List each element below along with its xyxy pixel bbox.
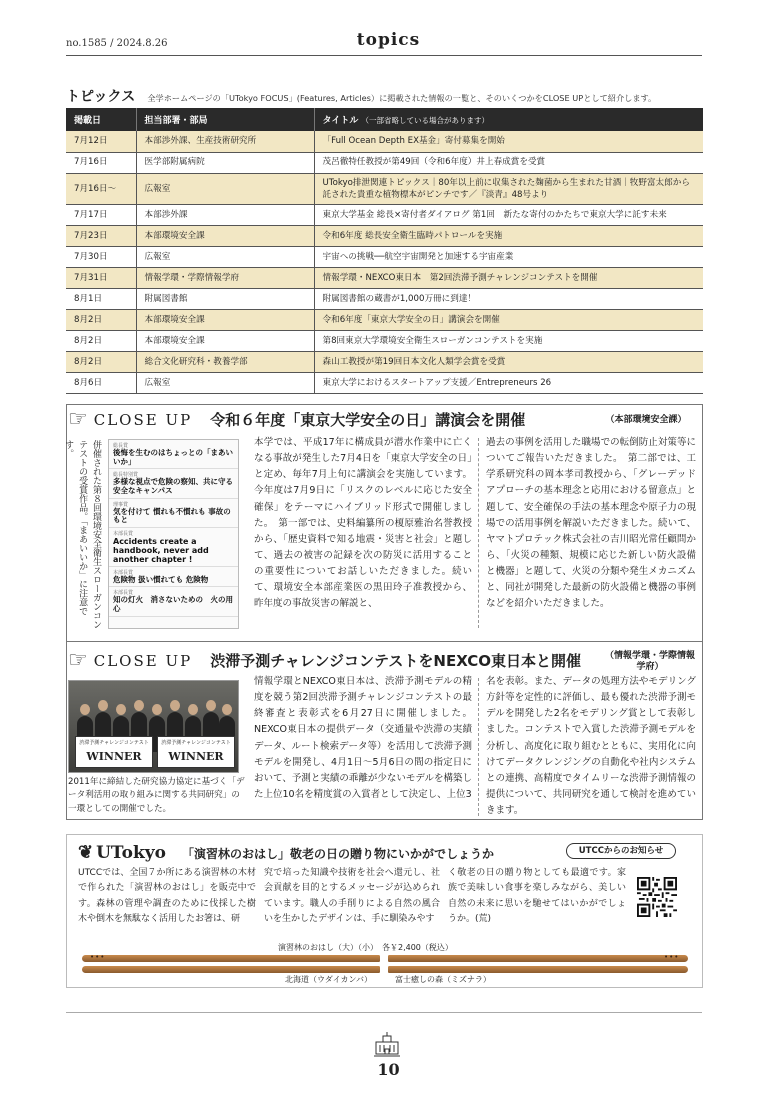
cell-title: 東京大学におけるスタートアップ支援／Entrepreneurs 26 (314, 372, 703, 393)
ginkgo-logo-icon: ❦ (78, 842, 94, 863)
cell-dept: 情報学環・学際情報学府 (136, 267, 314, 288)
cell-date: 8月2日 (66, 351, 136, 372)
closeup1-caption: 併催された第８回環境安全衛生スローガンコンテストの受賞作品。「まあいいか」に注意です。 (63, 440, 101, 629)
closeup1-heading (68, 407, 525, 432)
slogan-award: 総長特別賞 (113, 472, 139, 479)
topics-description: 全学ホームページの「UTokyo FOCUS」(Features, Articles）に掲載された情報の一覧と、そのいくつかをCLOSE UPとして紹介します。 (147, 93, 657, 103)
slogan-entry (109, 587, 238, 616)
cell-title: 附属図書館の蔵書が1,000万冊に到達！ (314, 288, 703, 309)
cell-title: 「Full Ocean Depth EX基金」寄付募集を開始 (314, 131, 703, 152)
table-row (66, 267, 703, 288)
chopstick-right-1 (388, 955, 688, 962)
cell-dept: 本部環境安全課 (136, 309, 314, 330)
slogan-award: 総長賞 (113, 443, 129, 449)
closeup1-column2: 過去の事例を活用した職場での転倒防止対策等についてご報告いただきました。 第二部では、工学系研究科の岡本孝司教授から、「グレーデッドアプローチの基本理念と応用における留意点」と題して、安全確保の手法の基本理念や原子力の現場での活用事例を解説いただきました。続いて、ヤマトプロテック株式会社の吉川昭光常任顧問から、「火災の種類、規模に応じた新しい防火設備と機器」と題して、火災の分類や発生メカニズムと、同社が開発した最新の防火設備と機器の事例などを紹介いただきました。 (486, 437, 696, 610)
page-number: 10 (377, 1060, 400, 1079)
col-header-dept: 担当部署・部局 (136, 108, 314, 131)
cell-title: 第8回東京大学環境安全衛生スローガンコンテストを実施 (314, 330, 703, 351)
closeup1-title: 令和６年度「東京大学安全の日」講演会を開催 (210, 411, 526, 429)
table-row (66, 288, 703, 309)
table-row (66, 372, 703, 393)
closeup2-heading (68, 648, 581, 673)
cell-title: 東京大学基金 総長×寄付者ダイアログ 第1回 新たな寄付のかたちで東京大学に託す未来 (314, 204, 703, 225)
table-row (66, 204, 703, 225)
slogan-entry (109, 528, 238, 567)
yasuda-hall-icon (372, 1030, 402, 1058)
product-price: 演習林のおはし（大）（小） 各￥2,400（税込） (278, 943, 453, 952)
right-chopstick-label: 富士癒しの森（ミズナラ） (395, 975, 491, 984)
cell-date: 7月16日 (66, 152, 136, 173)
topics-table (66, 108, 703, 394)
cell-dept: 広報室 (136, 173, 314, 204)
utokyo-logo: ❦ UTokyo (78, 842, 166, 863)
table-row (66, 173, 703, 204)
cell-dept: 本部環境安全課 (136, 330, 314, 351)
qr-code-icon[interactable] (637, 877, 677, 917)
cell-date: 7月12日 (66, 131, 136, 152)
topics-table-body (66, 131, 703, 393)
utcc-column1: UTCCでは、全国７か所にある演習林の木材で作られた「演習林のおはし」を販売中です。森林の管理や調査のために伐採した樹木や倒木を無駄なく活用したお箸は、研 (78, 868, 256, 924)
page-section-title: topics (356, 30, 421, 50)
closeup2-title: 渋滞予測チャレンジコンテストをNEXCO東日本と開催 (210, 652, 581, 670)
cell-dept: 本部渉外課、生産技術研究所 (136, 131, 314, 152)
winner-board-right: 渋滞予測チャレンジコンテスト WINNER (157, 736, 235, 768)
table-row (66, 351, 703, 372)
topics-heading (66, 86, 656, 106)
table-row (66, 131, 703, 152)
cell-date: 7月17日 (66, 204, 136, 225)
slogan-award: 本部長賞 (113, 590, 134, 597)
closeup1-column1: 本学では、平成17年に構成員が潜水作業中に亡くなる事故が発生した7月4日を「東京大学安全の日」と定め、毎年7月上旬に講演会を実施しています。今年度は7月9日に「リスクのレベルに応じた安全確保」をテーマにハイブリッド形式で開催しました。 第一部では、史料編纂所の榎原雅治名誉教授から、「歴史資料で知る地震・災害と社会」と題して、過去の被害の記録を次の防災に活用することの重要性についてお話しいただきました。続いて、環境安全本部産業医の黒田玲子准教授から、昨年度の事故災害の解説と、 (254, 437, 472, 610)
cell-date: 7月16日〜 (66, 173, 136, 204)
header-rule (66, 55, 702, 56)
cell-title: 令和6年度 総長安全衛生臨時パトロールを実施 (314, 225, 703, 246)
col-header-note: （一部省略している場合があります） (361, 116, 489, 125)
cell-dept: 医学部附属病院 (136, 152, 314, 173)
cell-dept: 本部渉外課 (136, 204, 314, 225)
closeup1-label: CLOSE UP (93, 410, 193, 429)
slogan-entry (109, 499, 238, 528)
cell-title: UTokyo排泄関連トピックス｜80年以上前に収集された麹菌から生まれた甘酒｜牧野富太郎から託された貴重な植物標本がピンチです／『淡青』48号より (314, 173, 703, 204)
cell-title: 宇宙への挑戦──航空宇宙開発と加速する宇宙産業 (314, 246, 703, 267)
pointing-hand-icon: ☞ (68, 648, 88, 673)
closeup-divider (66, 641, 703, 642)
table-row (66, 309, 703, 330)
slogan-award: 理事賞 (113, 501, 129, 508)
closeup1-dept: （本部環境安全課） (605, 415, 687, 425)
table-row (66, 330, 703, 351)
cell-title: 茂呂徹特任教授が第49回（令和6年度）井上春成賞を受賞 (314, 152, 703, 173)
slogan-text: 危険物 扱い慣れても 危険物 (113, 574, 209, 584)
utcc-notice-badge: UTCCからのお知らせ (566, 843, 676, 859)
cell-date: 8月2日 (66, 309, 136, 330)
cell-dept: 本部環境安全課 (136, 225, 314, 246)
slogan-poster (108, 439, 239, 629)
slogan-award: 本部長賞 (113, 569, 134, 576)
issue-number: no.1585 / 2024.8.26 (66, 38, 168, 49)
cell-date: 7月23日 (66, 225, 136, 246)
slogan-text: 気を付けて 慣れも不慣れも 事故のもと (113, 506, 231, 525)
cell-title: 情報学環・NEXCO東日本 第2回渋滞予測チャレンジコンテストを開催 (314, 267, 703, 288)
utcc-column2: 究で培った知識や技術を社会へ還元し、社会貢献を目的とするメッセージが込められています。職人の手削りによる自然の風合いを生かしたデザインは、手に馴染みやす (264, 868, 440, 924)
closeup2-photo-caption: 2011年に締結した研究協力協定に基づく「データ利活用の取り組みに関する共同研究」の一環としての開催でした。 (68, 777, 245, 814)
col-header-date: 掲載日 (66, 108, 136, 131)
slogan-entry (109, 440, 238, 469)
cell-dept: 附属図書館 (136, 288, 314, 309)
cell-date: 8月6日 (66, 372, 136, 393)
table-row (66, 246, 703, 267)
cell-date: 8月1日 (66, 288, 136, 309)
column-separator (478, 438, 479, 628)
closeup2-column1: 情報学環とNEXCO東日本は、渋滞予測モデルの精度を競う第2回渋滞予測チャレンジコンテストの最終審査と表彰式を6月27日に開催しました。NEXCO東日本の提供データ（交通量や渋滞の実績データ、ルート検索データ等）を活用して渋滞予測モデルを開発し、4月1日〜5月6日の間の指定日において、予測と実績の乖離が少ないモデルを構築した上位10名を精度賞の入賞者として決定し、上位3 (254, 676, 472, 800)
column-separator (478, 678, 479, 816)
cell-dept: 広報室 (136, 372, 314, 393)
cell-dept: 総合文化研究科・教養学部 (136, 351, 314, 372)
topics-table-header (66, 108, 703, 131)
slogan-text: 後悔を生むのはちょっとの「まあいいか」 (113, 448, 233, 466)
chopstick-decoration: ••• (90, 953, 106, 961)
closeup2-column2: 名を表彰。また、データの処理方法やモデリング方針等を定性的に評価し、最も優れた渋滞予測モデルを開発した2名をモデリング賞として表彰しました。コンテストで入賞した渋滞予測モデルを分析し、高度化に取り組むとともに、実用化に向けてデータクレンジングの自動化や社内システムとの連携、高精度でタイムリーな渋滞予測情報の提供について、共同研究を通して検討を進めていきます。 (486, 676, 696, 817)
slogan-text: 知の灯火 消さないための 火の用心 (113, 595, 233, 613)
cell-title: 森山工教授が第19回日本文化人類学会賞を受賞 (314, 351, 703, 372)
slogan-entry (109, 567, 238, 588)
col-header-title: タイトル （一部省略している場合があります） (314, 108, 703, 131)
chopstick-right-2 (388, 966, 688, 973)
cell-dept: 広報室 (136, 246, 314, 267)
closeup2-dept: （情報学環・学際情報学府） (604, 651, 695, 672)
utcc-title: 「演習林のおはし」敬老の日の贈り物にいかがでしょうか (182, 847, 495, 861)
slogan-entry (109, 469, 238, 498)
pointing-hand-icon: ☞ (68, 407, 88, 432)
winner-board-left: 渋滞予測チャレンジコンテスト WINNER (75, 736, 153, 768)
table-row (66, 225, 703, 246)
slogan-text: 多様な視点で危険の察知、共に守る安全なキャンパス (113, 477, 233, 495)
closeup2-label: CLOSE UP (93, 651, 193, 670)
left-chopstick-label: 北海道（ウダイカンバ） (285, 975, 372, 984)
slogan-text: Accidents create a handbook, never add another chapter ! (113, 536, 209, 564)
footer-rule (66, 1012, 702, 1013)
chopstick-decoration: ••• (664, 953, 680, 961)
table-row (66, 152, 703, 173)
cell-date: 8月2日 (66, 330, 136, 351)
award-ceremony-photo (68, 680, 239, 773)
cell-date: 7月30日 (66, 246, 136, 267)
cell-date: 7月31日 (66, 267, 136, 288)
utcc-column3: く敬老の日の贈り物としても最適です。家族で美味しい食事を楽しみながら、美しい自然の未来に思いを馳せてはいかがでしょうか。(荒) (448, 868, 626, 924)
slogan-award: 本部長賞 (113, 530, 134, 537)
topics-label: トピックス (66, 89, 136, 105)
cell-title: 令和6年度「東京大学安全の日」講演会を開催 (314, 309, 703, 330)
chopstick-left-2 (82, 966, 380, 973)
chopstick-left-1 (82, 955, 380, 962)
